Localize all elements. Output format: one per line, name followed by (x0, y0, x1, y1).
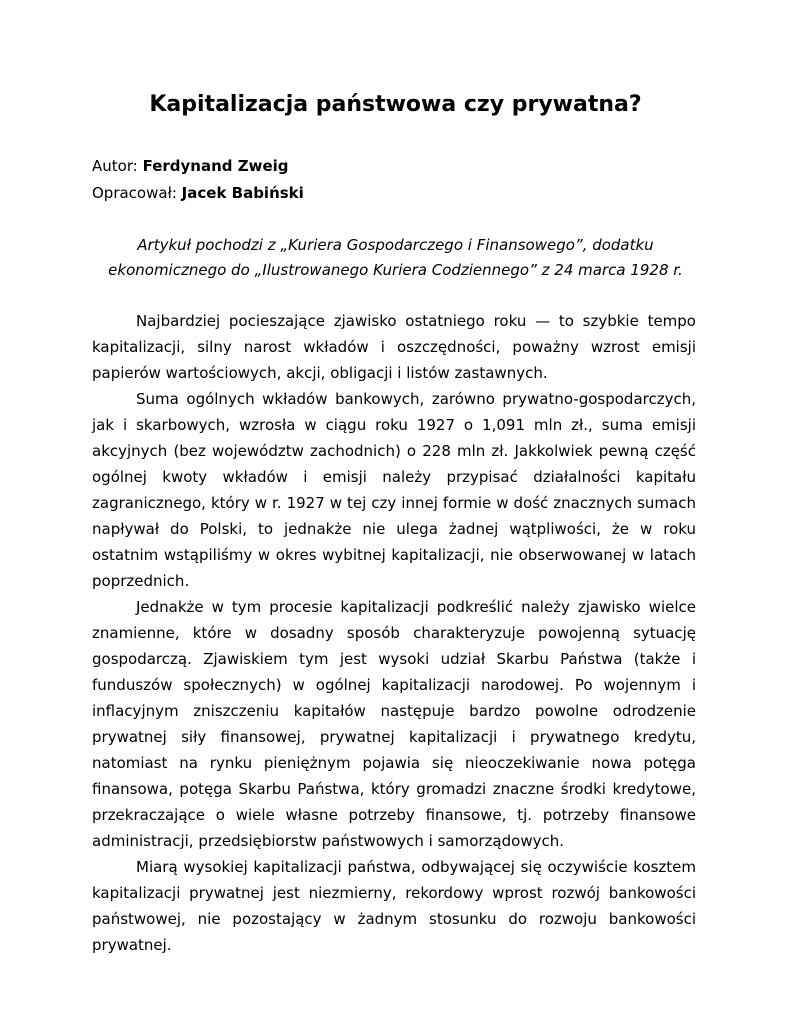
page-title: Kapitalizacja państwowa czy prywatna? (149, 92, 642, 117)
editor-line (92, 183, 304, 203)
author-line (92, 156, 289, 176)
source-note: Artykuł pochodzi z „Kuriera Gospodarczego i Finansowego”, dodatku ekonomicznego do „Ilustrowanego Kuriera Codziennego” z 24 marca 1928 r. (108, 236, 683, 279)
body-paragraph: Suma ogólnych wkładów bankowych, zarówno prywatno-gospodarczych, jak i skarbowych, wzrosła w ciągu roku 1927 o 1,091 mln zł., suma emisji akcyjnych (bez województw zachodnich) o 228 mln zł. Jakkolwiek pewną część ogólnej kwoty wkładów i emisji należy przypisać działalności kapitału zagranicznego, który w r. 1927 w tej czy innej formie w dość znacznych sumach napływał do Polski, to jednakże nie ulega żadnej wątpliwości, że w roku ostatnim wstąpiliśmy w okres wybitnej kapitalizacji, nie obserwowanej w latach poprzednich. (92, 390, 696, 590)
body-paragraph: Najbardziej pocieszające zjawisko ostatniego roku — to szybkie tempo kapitalizacji, silny narost wkładów i oszczędności, poważny wzrost emisji papierów wartościowych, akcji, obligacji i listów zastawnych. (92, 312, 696, 382)
editor-label: Opracował: (92, 184, 177, 202)
body-paragraph: Jednakże w tym procesie kapitalizacji podkreślić należy zjawisko wielce znamienne, które w dosadny sposób charakteryzuje powojenną sytuację gospodarczą. Zjawiskiem tym jest wysoki udział Skarbu Państwa (także i funduszów społecznych) w ogólnej kapitalizacji narodowej. Po wojennym i inflacyjnym zniszczeniu kapitałów następuje bardzo powolne odrodzenie prywatnej siły finansowej, prywatnej kapitalizacji i prywatnego kredytu, natomiast na rynku pieniężnym pojawia się nieoczekiwanie nowa potęga finansowa, potęga Skarbu Państwa, który gromadzi znaczne środki kredytowe, przekraczające o wiele własne potrzeby finansowe, tj. potrzeby finansowe administracji, przedsiębiorstw państwowych i samorządowych. (92, 598, 696, 850)
body-paragraph: Miarą wysokiej kapitalizacji państwa, odbywającej się oczywiście kosztem kapitalizacji prywatnej jest niezmierny, rekordowy wprost rozwój bankowości państwowej, nie pozostający w żadnym stosunku do rozwoju bankowości prywatnej. (92, 858, 696, 954)
author-label: Autor: (92, 157, 138, 175)
editor-name: Jacek Babiński (181, 184, 304, 202)
article-body (92, 308, 696, 958)
author-name: Ferdynand Zweig (142, 157, 289, 175)
